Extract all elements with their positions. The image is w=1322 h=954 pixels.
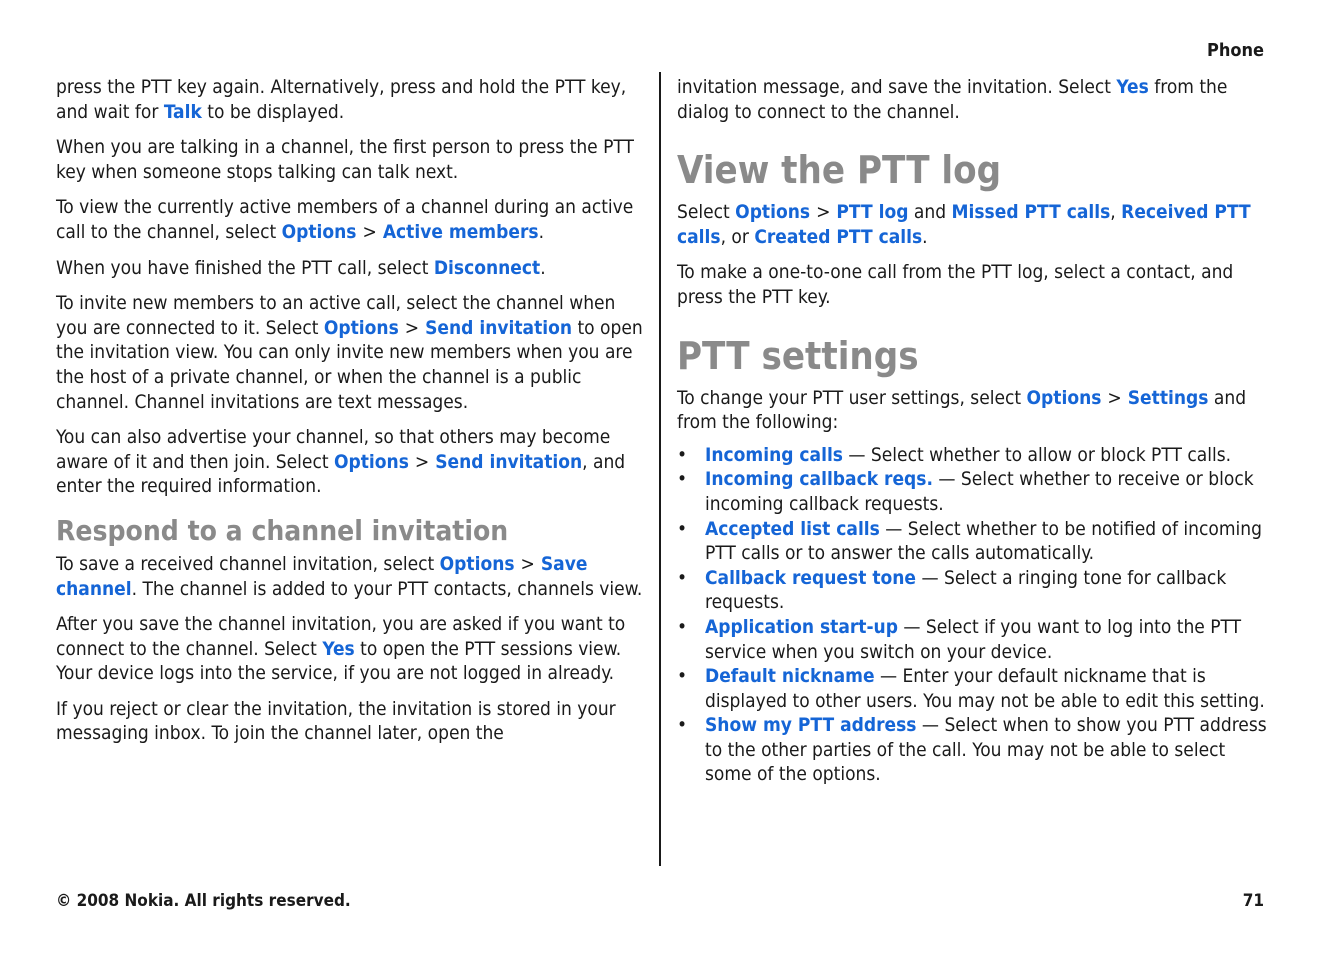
ui-term: Options [333,450,409,473]
text: To change your PTT user settings, select [677,386,1027,409]
section-heading: PTT settings [677,333,919,378]
section-heading: Respond to a channel invitation [56,513,509,547]
ui-term: Yes [1116,76,1149,98]
paragraph [677,75,1269,124]
text: press the PTT key again. Alternatively, press and hold the PTT key, and wait for [56,76,627,123]
right-column [677,75,1269,787]
text: When you have finished the PTT call, select [56,256,434,279]
text: — Select whether to be notified of incoming PTT calls or to answer the calls automatically. [705,517,1262,565]
text: , and enter the required information. [56,450,626,498]
text: — Select a ringing tone for callback requests. [705,566,1227,614]
ui-term: Options [735,201,811,224]
copyright-notice: © 2008 Nokia. All rights reserved. [56,891,351,911]
ui-term: Send invitation [435,450,583,473]
paragraph [56,552,646,601]
menu-separator: > [404,316,420,339]
text: To invite new members to an active call, select the channel when you are connected to it. Select [56,292,616,339]
bullet: • [677,468,688,491]
text: and [908,201,952,224]
ui-term: PTT log [836,201,909,224]
text: . [540,256,546,279]
paragraph [56,256,646,281]
text: — Select whether to allow or block PTT calls. [842,443,1232,466]
ui-term: Application start-up [705,615,898,638]
text: To make a one-to-one call from the PTT log, select a contact, and press the PTT key. [677,261,1234,308]
ui-term: Default nickname [705,665,875,688]
text: from the dialog to connect to the channel. [677,76,1228,123]
text: to open the invitation view. You can only invite new members when you are the host of a private channel, or when the channel is a public channel. Channel invitations are text messages. [56,316,643,413]
ui-term: Options [439,552,515,575]
list-item [677,713,1269,787]
bullet: • [677,566,688,589]
paragraph [56,425,646,499]
text: When you are talking in a channel, the first person to press the PTT key when someone stops talking can talk next. [56,136,634,183]
settings-list [677,443,1269,787]
list-item [677,517,1269,566]
left-column [56,75,646,757]
ui-term: Settings [1127,386,1209,409]
ui-term: Accepted list calls [705,517,880,540]
paragraph [56,612,646,686]
menu-separator: > [1107,386,1122,409]
text: , or [720,225,755,248]
menu-separator: > [816,201,831,224]
text: After you save the channel invitation, you are asked if you want to connect to the channel. Select [56,613,626,660]
list-item [677,566,1269,615]
ui-term: Callback request tone [705,566,917,589]
text: , [1110,201,1122,224]
bullet: • [677,443,688,466]
ui-term: Missed PTT calls [951,201,1111,224]
text: To save a received channel invitation, select [56,552,440,575]
ui-term: Incoming calls [705,443,843,466]
ui-term: Options [323,316,399,339]
ui-term: Incoming callback reqs. [705,468,933,491]
bullet: • [677,665,688,688]
paragraph [56,135,646,184]
text: If you reject or clear the invitation, the invitation is stored in your messaging inbox. To join the channel later, open the [56,697,616,745]
bullet: • [677,615,688,638]
paragraph [56,697,646,746]
text: — Select when to show you PTT address to the other parties of the call. You may not be able to select some of the options. [705,714,1267,786]
ui-term: Created PTT calls [754,225,923,248]
list-item [677,664,1269,713]
page-number: 71 [1242,891,1264,911]
paragraph [56,75,646,124]
ui-term: Active members [382,220,539,243]
paragraph [677,200,1269,249]
ui-term: Options [281,220,357,243]
text: To view the currently active members of a channel during an active call to the channel, select [56,196,634,243]
text: — Enter your default nickname that is displayed to other users. You may not be able to edit this setting. [705,665,1265,712]
menu-separator: > [414,450,430,473]
text: — Select whether to receive or block incoming callback requests. [705,468,1254,515]
text: . [538,220,544,243]
ui-term: Send invitation [425,316,573,339]
paragraph [677,260,1269,309]
text: Select [677,201,736,224]
text: . [922,225,928,248]
text: — Select if you want to log into the PTT service when you switch on your device. [705,615,1242,663]
ui-term: Disconnect [433,256,541,279]
text: to be displayed. [201,100,345,123]
ui-term: Received PTT calls [677,201,1251,248]
paragraph [56,195,646,244]
list-item [677,443,1269,468]
section-heading: View the PTT log [677,148,1002,193]
list-item [677,615,1269,664]
ui-term: Save channel [56,552,588,600]
page-header-section: Phone [1206,40,1264,61]
text: invitation message, and save the invitation. Select [677,76,1117,98]
text: to open the PTT sessions view. Your device logs into the service, if you are not logged in already. [56,637,622,685]
text: You can also advertise your channel, so that others may become aware of it and then join. Select [56,426,611,473]
ui-term: Talk [163,100,202,123]
menu-separator: > [520,552,535,575]
bullet: • [677,714,688,737]
menu-separator: > [362,220,377,243]
paragraph [56,291,646,414]
text: . The channel is added to your PTT contacts, channels view. [131,577,643,600]
text: and from the following: [677,386,1247,434]
bullet: • [677,517,688,540]
paragraph [677,386,1269,435]
ui-term: Yes [322,637,355,660]
list-item [677,467,1269,516]
ui-term: Options [1026,386,1102,409]
column-divider [659,72,661,866]
ui-term: Show my PTT address [705,714,917,737]
